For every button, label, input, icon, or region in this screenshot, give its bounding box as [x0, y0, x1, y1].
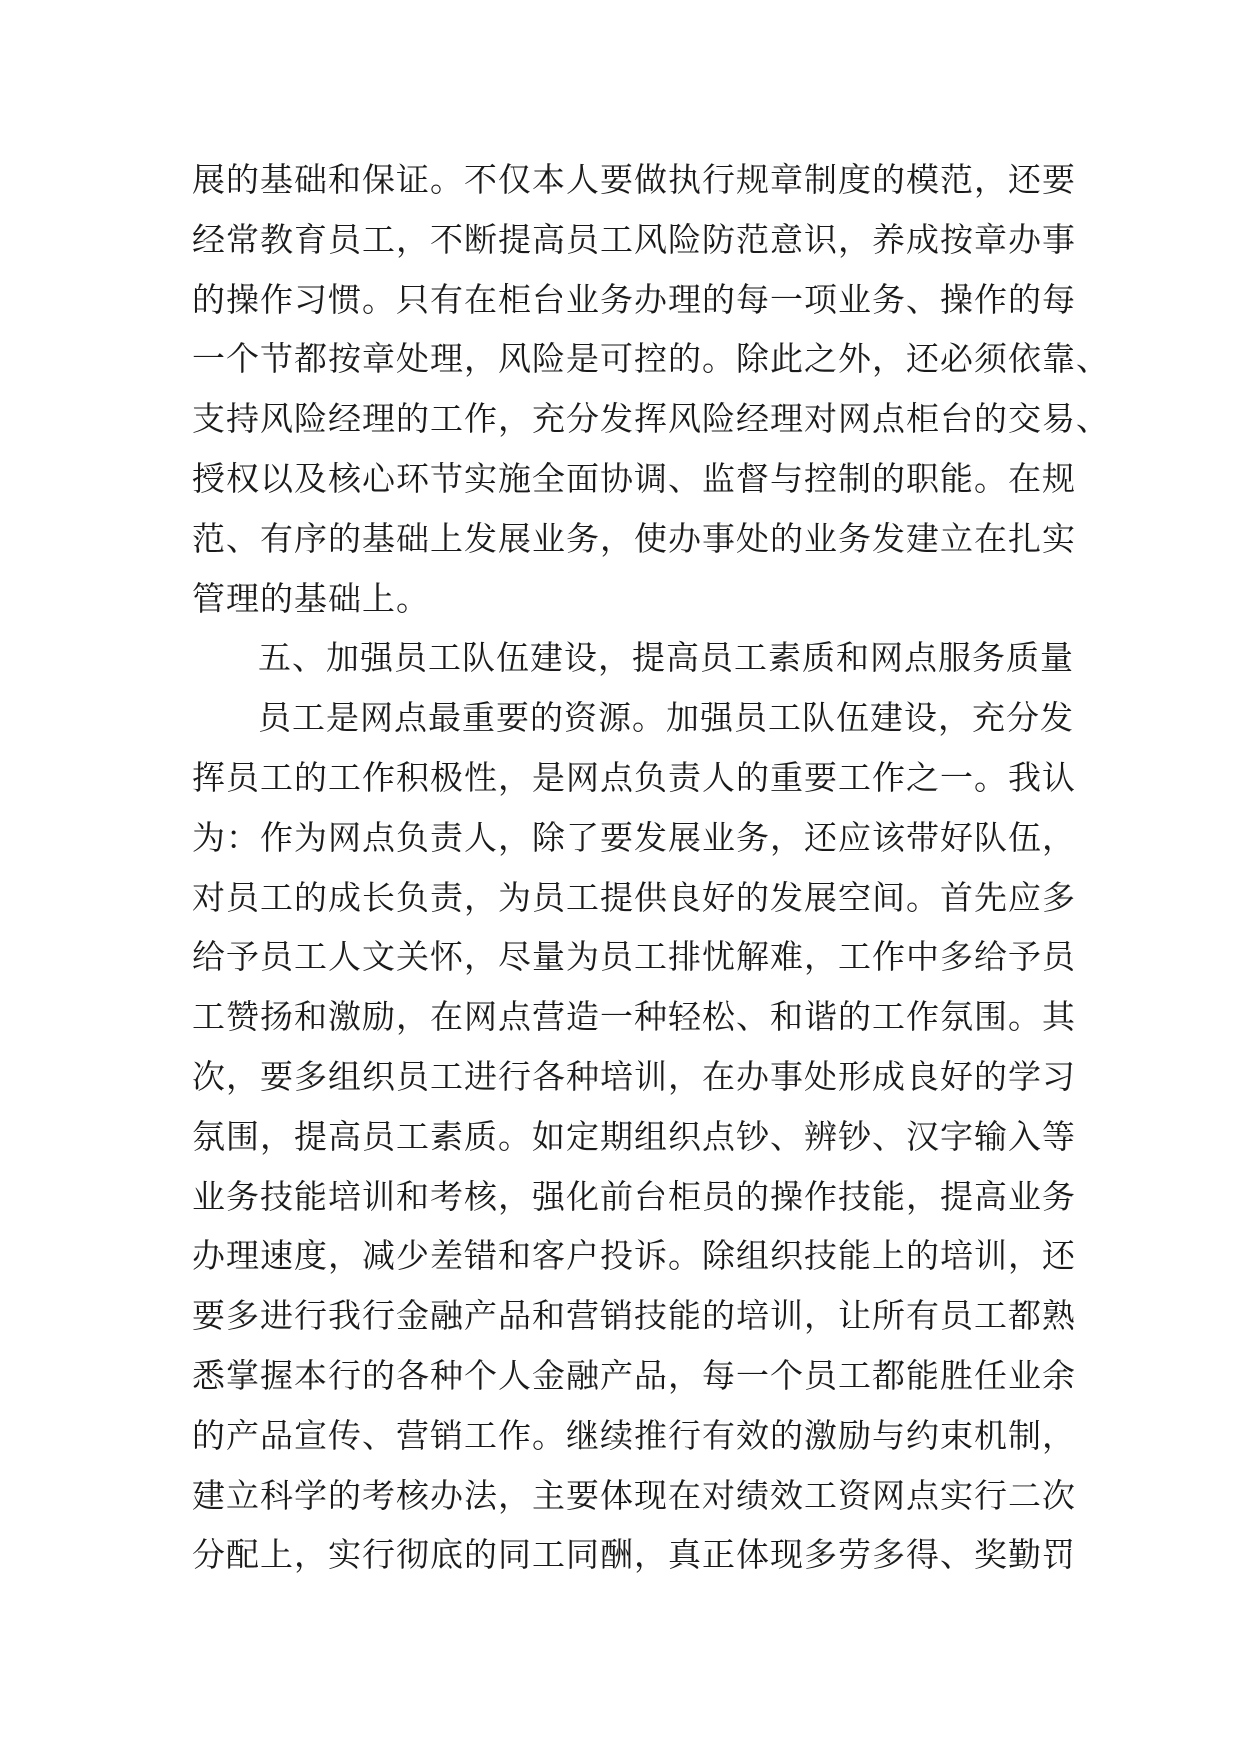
text-line: 建立科学的考核办法，主要体现在对绩效工资网点实行二次 [192, 1475, 1076, 1515]
text-line: 氛围，提高员工素质。如定期组织点钞、辨钞、汉字输入等 [192, 1116, 1076, 1156]
text-line: 办理速度，减少差错和客户投诉。除组织技能上的培训，还 [192, 1236, 1076, 1276]
text-line: 工赞扬和激励，在网点营造一种轻松、和谐的工作氛围。其 [192, 997, 1076, 1037]
body-text [192, 150, 1110, 1585]
text-line: 要多进行我行金融产品和营销技能的培训，让所有员工都熟 [192, 1296, 1076, 1336]
text-line: 分配上，实行彻底的同工同酬，真正体现多劳多得、奖勤罚 [192, 1535, 1076, 1575]
text-line: 展的基础和保证。不仅本人要做执行规章制度的模范，还要 [192, 160, 1076, 199]
text-line: 支持风险经理的工作，充分发挥风险经理对网点柜台的交易、 [192, 399, 1110, 439]
text-line: 业务技能培训和考核，强化前台柜员的操作技能，提高业务 [192, 1176, 1076, 1216]
text-line: 的产品宣传、营销工作。继续推行有效的激励与约束机制， [192, 1415, 1076, 1455]
text-line: 授权以及核心环节实施全面协调、监督与控制的职能。在规 [192, 458, 1076, 498]
text-line: 经常教育员工，不断提高员工风险防范意识，养成按章办事 [192, 219, 1076, 259]
text-line: 一个节都按章处理，风险是可控的。除此之外，还必须依靠、 [192, 339, 1110, 379]
text-line: 为：作为网点负责人，除了要发展业务，还应该带好队伍， [192, 817, 1076, 857]
text-line: 次，要多组织员工进行各种培训，在办事处形成良好的学习 [192, 1056, 1076, 1096]
text-line: 对员工的成长负责，为员工提供良好的发展空间。首先应多 [192, 877, 1076, 917]
text-line: 管理的基础上。 [192, 578, 430, 618]
text-line: 的操作习惯。只有在柜台业务办理的每一项业务、操作的每 [192, 279, 1076, 319]
text-line: 悉掌握本行的各种个人金融产品，每一个员工都能胜任业余 [192, 1355, 1076, 1395]
text-line: 挥员工的工作积极性，是网点负责人的重要工作之一。我认 [192, 757, 1076, 797]
text-line: 员工是网点最重要的资源。加强员工队伍建设，充分发 [258, 698, 1074, 738]
text-line: 范、有序的基础上发展业务，使办事处的业务发建立在扎实 [192, 518, 1076, 558]
text-line: 给予员工人文关怀，尽量为员工排忧解难，工作中多给予员 [192, 937, 1076, 977]
section-heading: 五、加强员工队伍建设，提高员工素质和网点服务质量 [258, 638, 1074, 678]
